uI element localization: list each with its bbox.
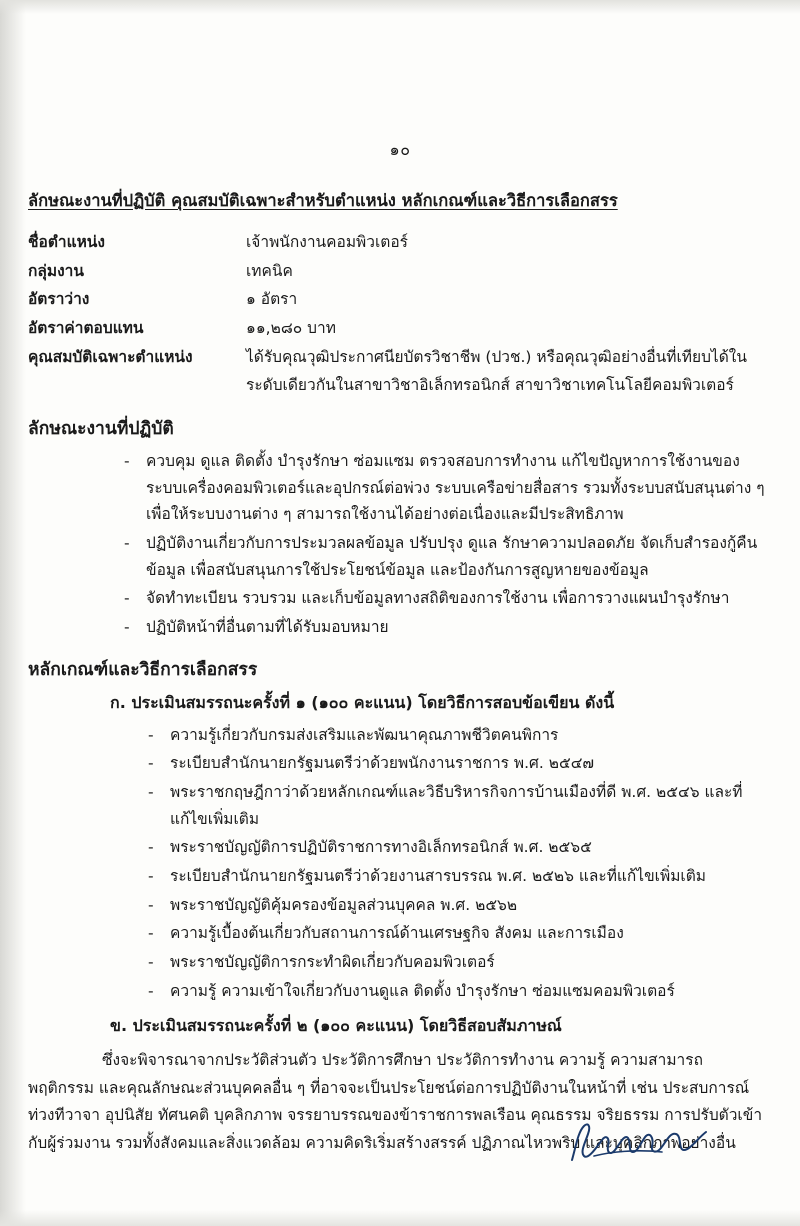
field-value-qualification-line2: ระดับเดียวกันในสาขาวิชาอิเล็กทรอนิกส์ สาขาวิชาเทคโนโลยีคอมพิวเตอร์ xyxy=(246,376,734,395)
document-content xyxy=(28,0,772,1158)
duties-title: ลักษณะงานที่ปฏิบัติ xyxy=(28,419,174,440)
list-item: - ความรู้เกี่ยวกับกรมส่งเสริมและพัฒนาคุณภาพชีวิตคนพิการ xyxy=(148,722,772,749)
scan-edge-bottom xyxy=(0,1210,800,1226)
field-value-group: เทคนิค xyxy=(246,261,293,280)
table-row xyxy=(28,371,772,400)
field-value-position-name: เจ้าพนักงานคอมพิวเตอร์ xyxy=(246,233,408,252)
list-item: - พระราชบัญญัติการกระทำผิดเกี่ยวกับคอมพิวเตอร์ xyxy=(148,949,772,976)
part-b-title: ข. ประเมินสมรรถนะครั้งที่ ๒ (๑๐๐ คะแนน) โดยวิธีสอบสัมภาษณ์ xyxy=(110,1016,562,1036)
document-heading: ลักษณะงานที่ปฏิบัติ คุณสมบัติเฉพาะสำหรับตำแหน่ง หลักเกณฑ์และวิธีการเลือกสรร xyxy=(28,191,618,210)
list-item: - ปฏิบัติหน้าที่อื่นตามที่ได้รับมอบหมาย xyxy=(124,614,772,641)
field-value-salary: ๑๑,๒๘๐ บาท xyxy=(246,319,336,338)
duties-list xyxy=(28,448,772,641)
list-item: - ความรู้ ความเข้าใจเกี่ยวกับงานดูแล ติดตั้ง บำรุงรักษา ซ่อมแซมคอมพิวเตอร์ xyxy=(148,978,772,1005)
field-label-qualification: คุณสมบัติเฉพาะตำแหน่ง xyxy=(28,347,193,366)
table-row xyxy=(28,228,772,257)
list-item: - พระราชบัญญัติคุ้มครองข้อมูลส่วนบุคคล พ.ศ. ๒๕๖๒ xyxy=(148,892,772,919)
list-item: - พระราชกฤษฎีกาว่าด้วยหลักเกณฑ์และวิธีบริหารกิจการบ้านเมืองที่ดี พ.ศ. ๒๕๔๖ และที่แก้ไขเพิ่มเติม xyxy=(148,779,772,832)
field-label-spacer xyxy=(28,371,246,400)
part-a-list xyxy=(28,722,772,1005)
scan-edge-left xyxy=(0,0,26,1226)
list-item: - ควบคุม ดูแล ติดตั้ง บำรุงรักษา ซ่อมแซม ตรวจสอบการทำงาน แก้ไขปัญหาการใช้งานของระบบเครื่องคอมพิวเตอร์และอุปกรณ์ต่อพ่วง ระบบเครือข่ายสื่อสาร รวมทั้งระบบสนับสนุนต่าง ๆ เพื่อให้ระบบงานต่าง ๆ สามารถใช้งานได้อย่างต่อเนื่องและมีประสิทธิภาพ xyxy=(124,448,772,528)
part-b-paragraph-text: ซึ่งจะพิจารณาจากประวัติส่วนตัว ประวัติการศึกษา ประวัติการทำงาน ความรู้ ความสามารถ พฤติกรรม และคุณลักษณะส่วนบุคคลอื่น ๆ ที่อาจจะเป็นประโยชน์ต่อการปฏิบัติงานในหน้าที่ เช่น ประสบการณ์ ท่วงทีวาจา อุปนิสัย ทัศนคติ บุคลิกภาพ จรรยาบรรณของข้าราชการพลเรือน คุณธรรม จริยธรรม การปรับตัวเข้ากับผู้ร่วมงาน รวมทั้งสังคมและสิ่งแวดล้อม ความคิดริเริ่มสร้างสรรค์ ปฏิภาณไหวพริบ และบุคลิกภาพอย่างอื่น xyxy=(28,1051,763,1152)
field-label-vacancy: อัตราว่าง xyxy=(28,290,90,309)
field-value-qualification-line1: ได้รับคุณวุฒิประกาศนียบัตรวิชาชีพ (ปวช.) หรือคุณวุฒิอย่างอื่นที่เทียบได้ใน xyxy=(246,347,747,366)
table-row xyxy=(28,285,772,314)
list-item: - พระราชบัญญัติการปฏิบัติราชการทางอิเล็กทรอนิกส์ พ.ศ. ๒๕๖๕ xyxy=(148,834,772,861)
list-item: - ปฏิบัติงานเกี่ยวกับการประมวลผลข้อมูล ปรับปรุง ดูแล รักษาความปลอดภัย จัดเก็บสำรองกู้คืนข้อมูล เพื่อสนับสนุนการใช้ประโยชน์ข้อมูล และป้องกันการสูญหายของข้อมูล xyxy=(124,530,772,583)
field-value-vacancy: ๑ อัตรา xyxy=(246,290,298,309)
criteria-title: หลักเกณฑ์และวิธีการเลือกสรร xyxy=(28,659,258,680)
table-row xyxy=(28,343,772,372)
field-label-salary: อัตราค่าตอบแทน xyxy=(28,319,144,338)
field-label-position-name: ชื่อตำแหน่ง xyxy=(28,233,105,252)
list-item: - ความรู้เบื้องต้นเกี่ยวกับสถานการณ์ด้านเศรษฐกิจ สังคม และการเมือง xyxy=(148,920,772,947)
field-label-group: กลุ่มงาน xyxy=(28,261,84,280)
table-row xyxy=(28,257,772,286)
list-item: - ระเบียบสำนักนายกรัฐมนตรีว่าด้วยพนักงานราชการ พ.ศ. ๒๕๔๗ xyxy=(148,750,772,777)
table-row xyxy=(28,314,772,343)
page-number: ๑๐ xyxy=(389,140,411,159)
position-details-table xyxy=(28,228,772,400)
part-a-title: ก. ประเมินสมรรถนะครั้งที่ ๑ (๑๐๐ คะแนน) โดยวิธีการสอบข้อเขียน ดังนี้ xyxy=(110,692,615,712)
list-item: - ระเบียบสำนักนายกรัฐมนตรีว่าด้วยงานสารบรรณ พ.ศ. ๒๕๒๖ และที่แก้ไขเพิ่มเติม xyxy=(148,863,772,890)
signature-mark xyxy=(566,1116,716,1170)
list-item: - จัดทำทะเบียน รวบรวม และเก็บข้อมูลทางสถิติของการใช้งาน เพื่อการวางแผนบำรุงรักษา xyxy=(124,585,772,612)
